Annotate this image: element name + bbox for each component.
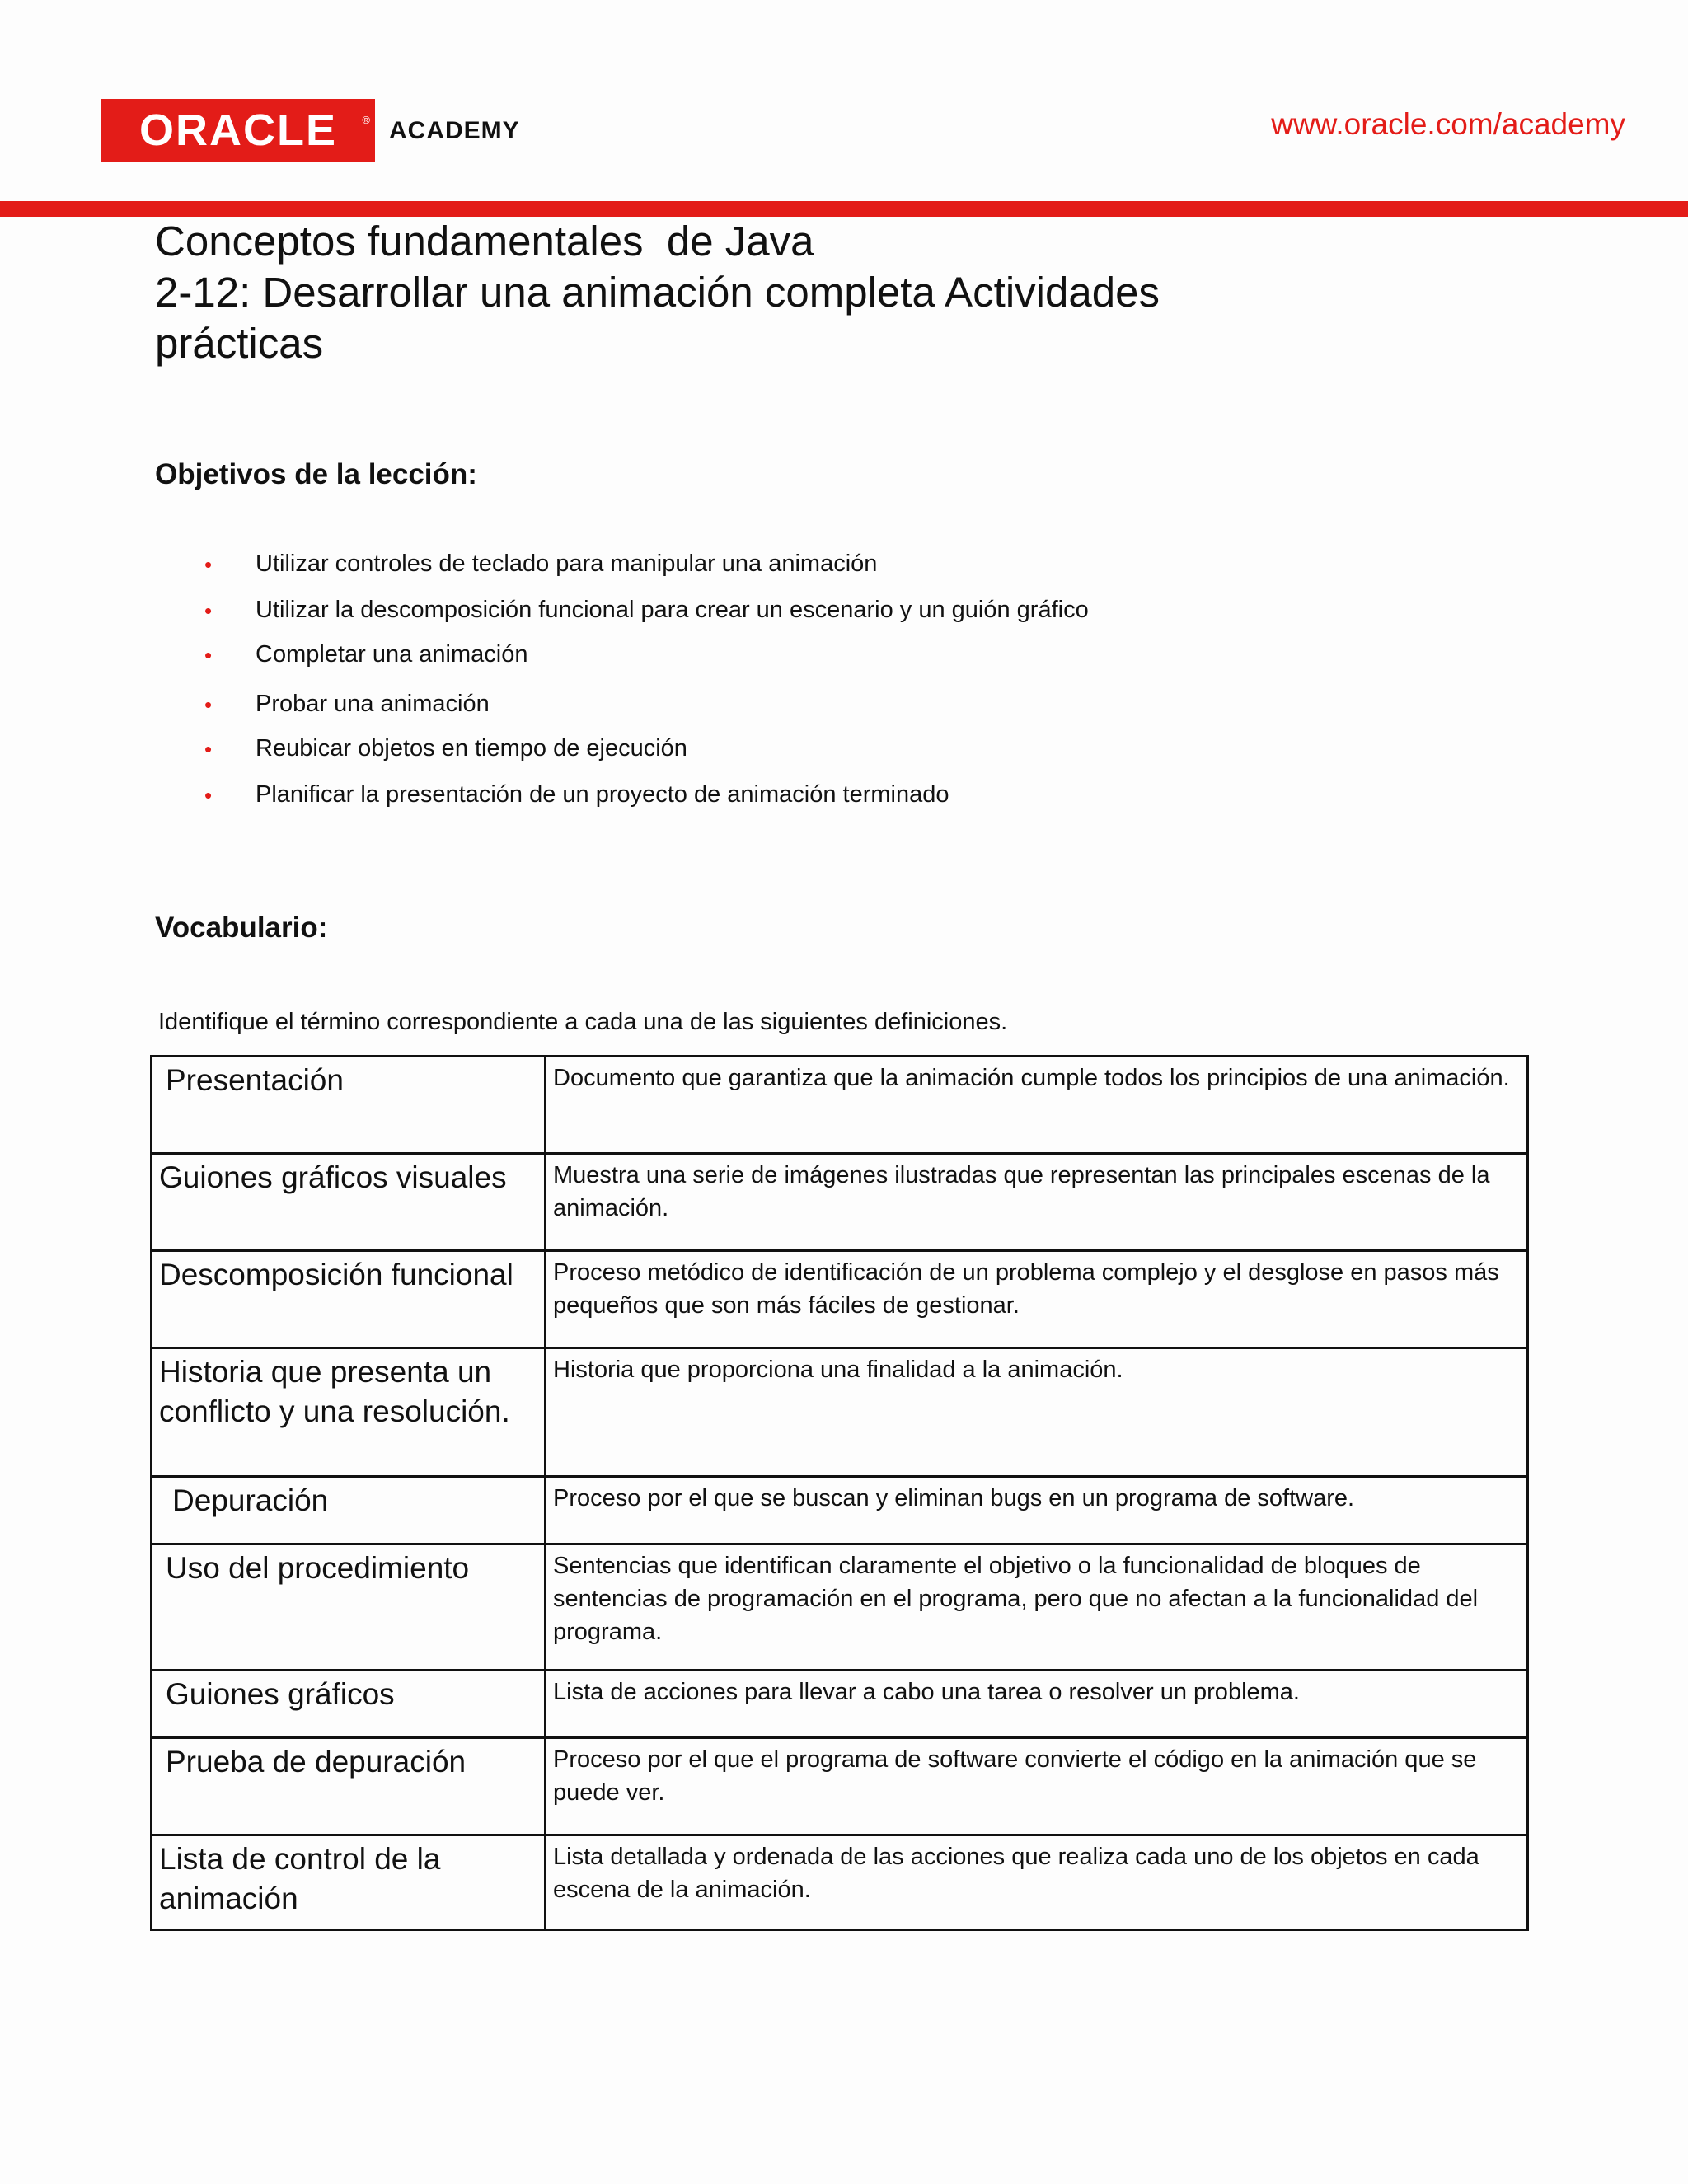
bullet-icon: •: [204, 737, 213, 762]
term-cell: Prueba de depuración: [152, 1738, 546, 1835]
definition-cell: Historia que proporciona una finalidad a la animación.: [546, 1348, 1528, 1477]
definition-cell: Lista detallada y ordenada de las acciones que realiza cada uno de los objetos en cada escena de la animación.: [546, 1835, 1528, 1930]
bullet-icon: •: [204, 643, 213, 668]
objectives-heading: Objetivos de la lección:: [155, 458, 477, 490]
table-row: [152, 1251, 1528, 1348]
header-divider: [0, 201, 1688, 217]
definition-cell: Muestra una serie de imágenes ilustradas que representan las principales escenas de la animación.: [546, 1154, 1528, 1251]
title-line-1: Conceptos fundamentales de Java: [155, 218, 814, 265]
table-row: [152, 1057, 1528, 1154]
bullet-icon: •: [204, 552, 213, 577]
vocabulary-table: [150, 1055, 1529, 1931]
title-line-2: 2-12: Desarrollar una animación completa Actividades: [155, 269, 1160, 316]
title-line-3: prácticas: [155, 320, 324, 367]
term-cell: Uso del procedimiento: [152, 1544, 546, 1671]
oracle-logo-text: ORACLE: [139, 105, 337, 155]
definition-cell: Sentencias que identifican claramente el objetivo o la funcionalidad de bloques de sentencias de programación en el programa, pero que no afectan a la funcionalidad del programa.: [546, 1544, 1528, 1671]
bullet-icon: •: [204, 598, 213, 623]
definition-cell: Documento que garantiza que la animación cumple todos los principios de una animación.: [546, 1057, 1528, 1154]
term-cell: Depuración: [152, 1477, 546, 1544]
bullet-icon: •: [204, 783, 213, 808]
academy-url-link[interactable]: www.oracle.com/academy: [1271, 107, 1625, 141]
bullet-icon: •: [204, 692, 213, 717]
vocabulary-heading: Vocabulario:: [155, 912, 328, 944]
table-row: [152, 1671, 1528, 1738]
term-cell: Guiones gráficos: [152, 1671, 546, 1738]
document-title: [155, 216, 1309, 369]
academy-label: ACADEMY: [389, 117, 520, 144]
definition-cell: Proceso por el que el programa de software convierte el código en la animación que se puede ver.: [546, 1738, 1528, 1835]
term-cell: Guiones gráficos visuales: [152, 1154, 546, 1251]
table-row: [152, 1348, 1528, 1477]
term-cell: Descomposición funcional: [152, 1251, 546, 1348]
definition-cell: Lista de acciones para llevar a cabo una tarea o resolver un problema.: [546, 1671, 1528, 1738]
definition-cell: Proceso por el que se buscan y eliminan bugs en un programa de software.: [546, 1477, 1528, 1544]
table-row: [152, 1544, 1528, 1671]
term-cell: Presentación: [152, 1057, 546, 1154]
definition-cell: Proceso metódico de identificación de un problema complejo y el desglose en pasos más pequeños que son más fáciles de gestionar.: [546, 1251, 1528, 1348]
table-row: [152, 1835, 1528, 1930]
table-row: [152, 1738, 1528, 1835]
registered-mark: ®: [362, 114, 370, 126]
term-cell: Lista de control de la animación: [152, 1835, 546, 1930]
term-cell: Historia que presenta un conflicto y una resolución.: [152, 1348, 546, 1477]
table-row: [152, 1477, 1528, 1544]
vocabulary-instructions: Identifique el término correspondiente a cada una de las siguientes definiciones.: [158, 1009, 1008, 1035]
oracle-logo: [101, 99, 375, 162]
table-row: [152, 1154, 1528, 1251]
